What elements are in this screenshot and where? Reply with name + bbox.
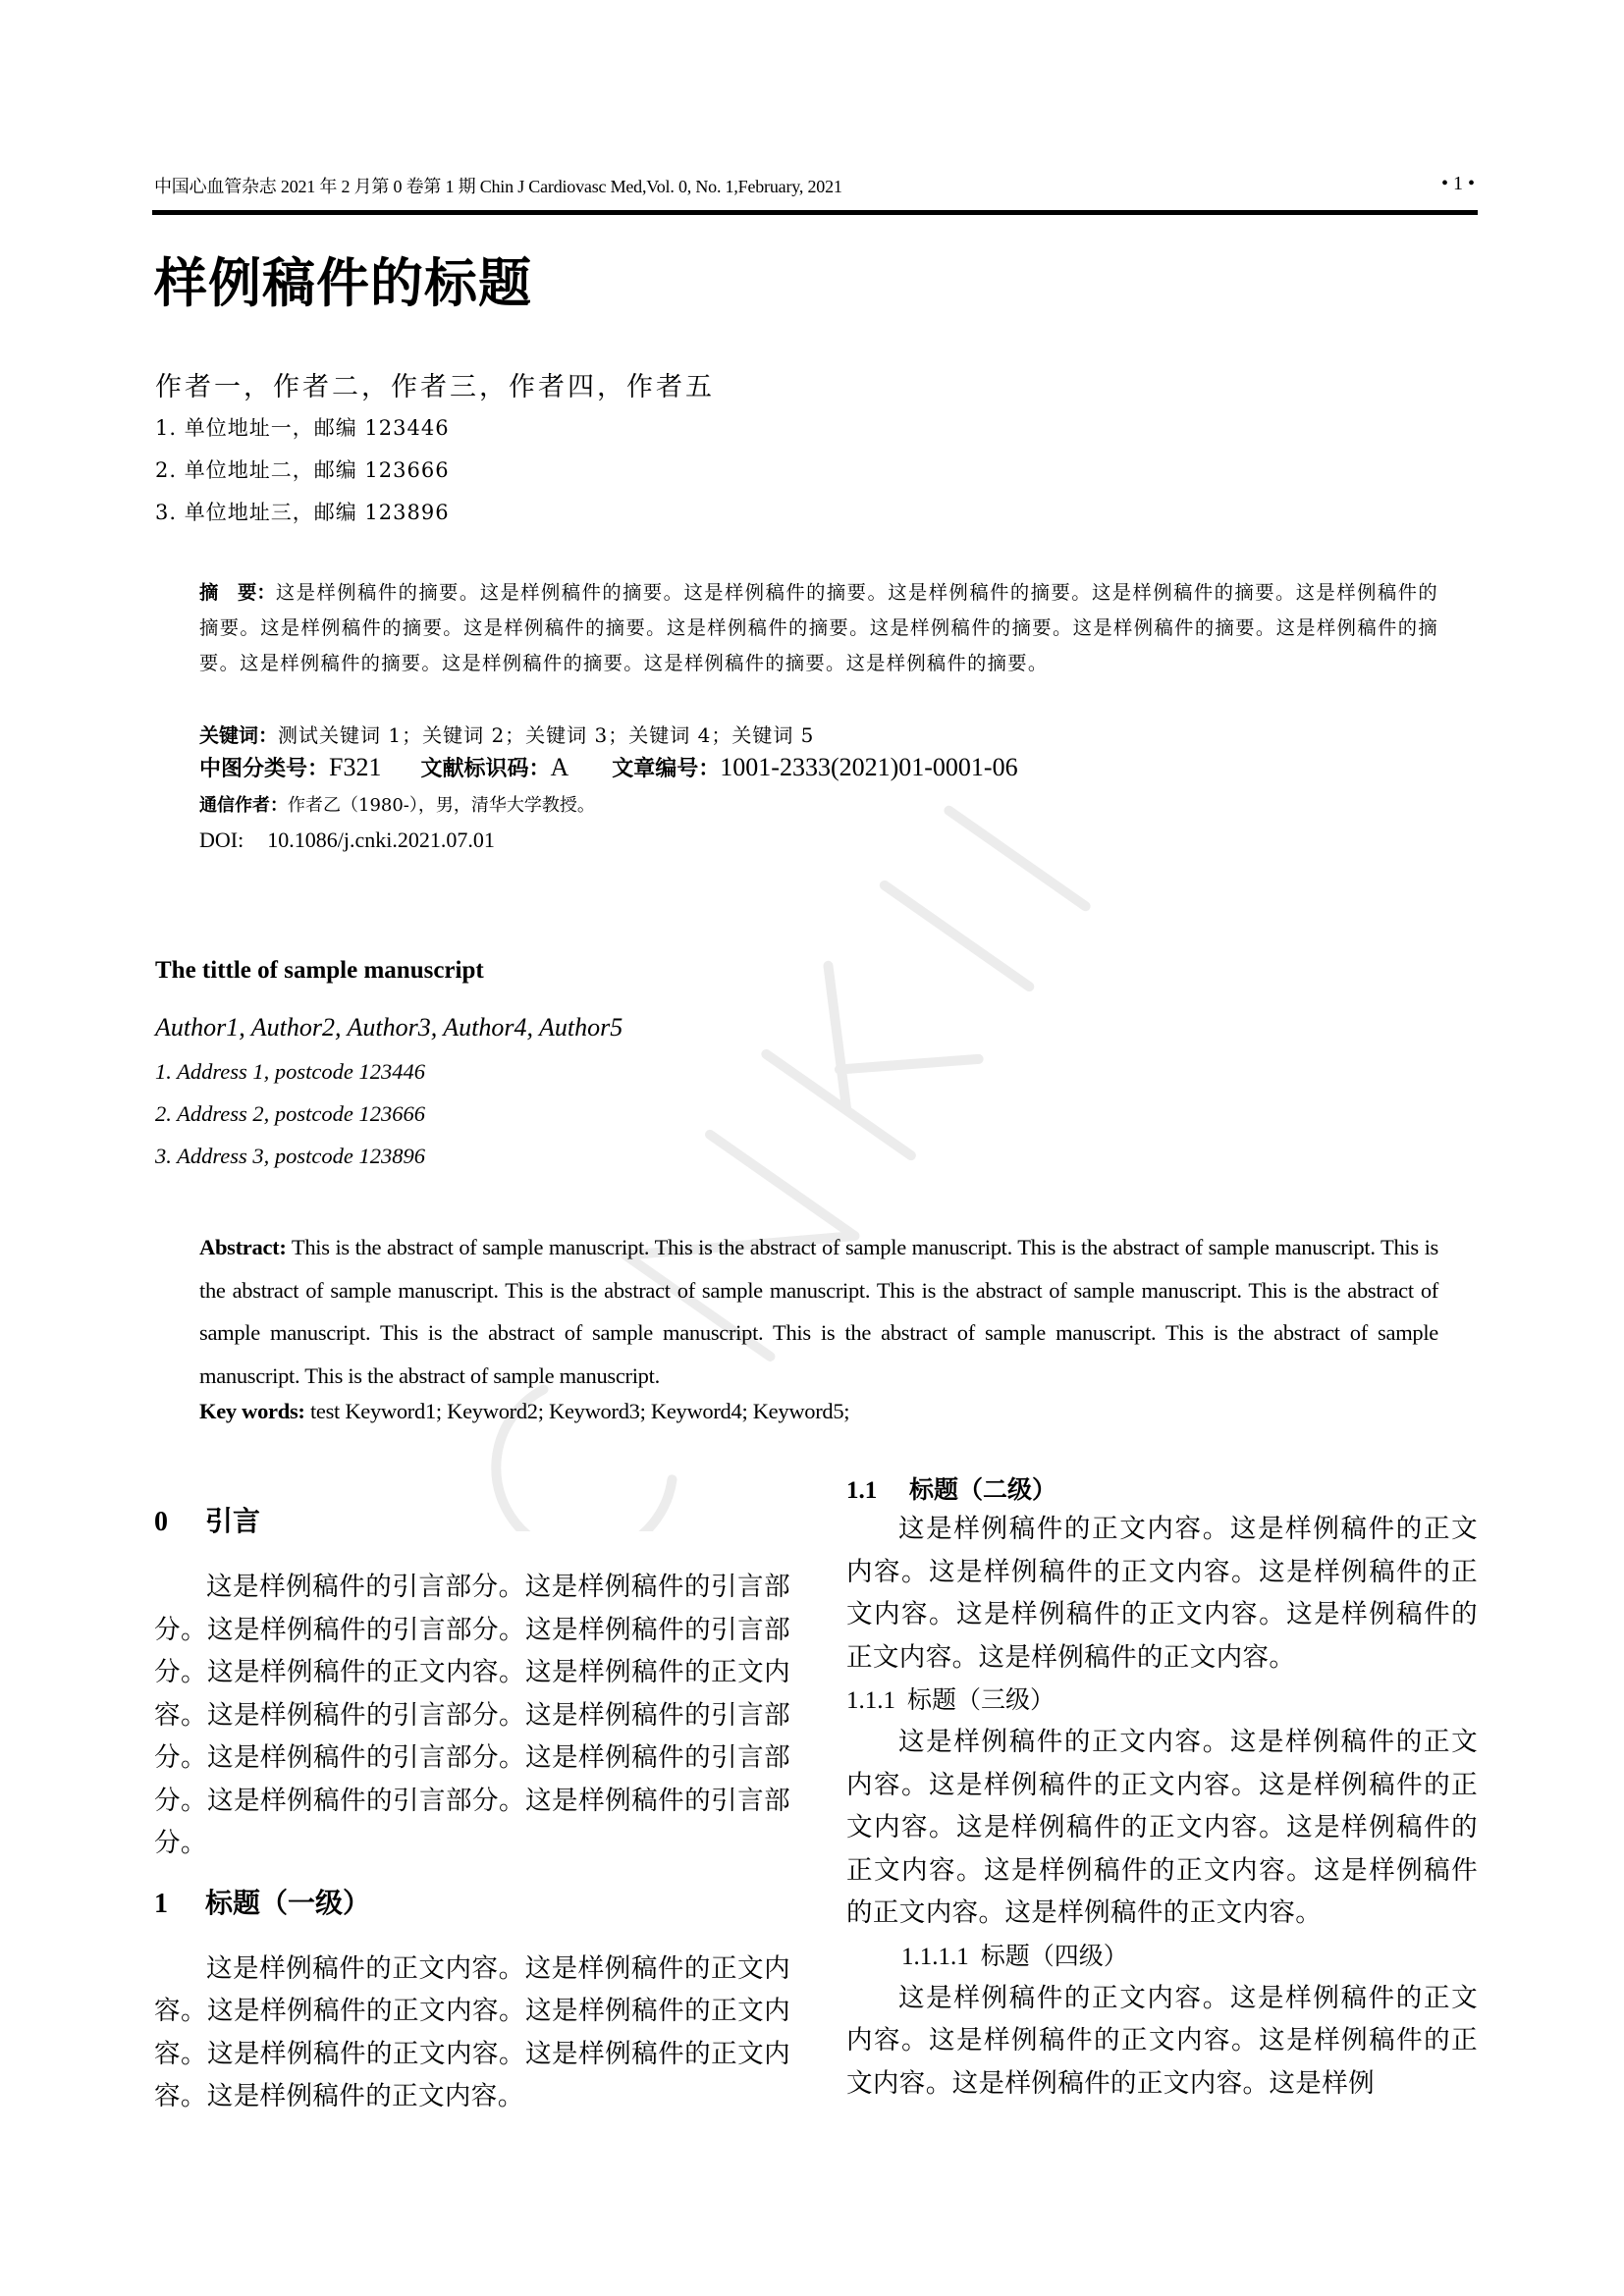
doi-line — [199, 828, 495, 853]
section-title: 标题（二级） — [909, 1475, 1057, 1504]
article-title-en: The tittle of sample manuscript — [155, 957, 484, 984]
section-title: 引言 — [205, 1505, 261, 1537]
section-heading-1-1-1-1 — [846, 1935, 1478, 1977]
corresponding-label: 通信作者： — [199, 795, 288, 816]
section-title: 标题（四级） — [980, 1941, 1128, 1970]
authors-cn: 作者一，作者二，作者三，作者四，作者五 — [155, 372, 715, 402]
address-cn-1: 1. 单位地址一，邮编 123446 — [155, 416, 450, 440]
section-heading-1 — [154, 1879, 790, 1928]
abstract-cn-label: 摘 要： — [199, 581, 276, 604]
keywords-cn — [199, 720, 814, 748]
section-number: 1.1.1 — [846, 1687, 895, 1714]
abstract-en-label: Abstract: — [199, 1235, 287, 1259]
abstract-cn — [199, 575, 1438, 681]
doc-code-label: 文献标识码： — [420, 757, 551, 781]
section-heading-1-1 — [846, 1472, 1478, 1508]
doi-value[interactable]: 10.1086/j.cnki.2021.07.01 — [267, 828, 495, 852]
page-number: • 1 • — [1440, 173, 1475, 194]
paragraph-section-1: 这是样例稿件的正文内容。这是样例稿件的正文内容。这是样例稿件的正文内容。这是样例稿件的正文内容。这是样例稿件的正文内容。这是样例稿件的正文内容。这是样例稿件的正文内容。 — [154, 1952, 790, 2111]
address-en-2: 2. Address 2, postcode 123666 — [155, 1101, 425, 1126]
section-number: 0 — [154, 1507, 168, 1537]
paragraph-section-1-1-1: 这是样例稿件的正文内容。这是样例稿件的正文内容。这是样例稿件的正文内容。这是样例稿件的正文内容。这是样例稿件的正文内容。这是样例稿件的正文内容。这是样例稿件的正文内容。这是样例稿件的正文内容。这是样例稿件的正文内容。 — [846, 1727, 1478, 1928]
clc-label: 中图分类号： — [199, 757, 330, 781]
classification-line — [199, 752, 1018, 782]
abstract-en-text: This is the abstract of sample manuscript. This is the abstract of sample manuscript. This is the abstract of sample manuscript. This is the abstract of sample manuscript. This is the abstract of sample manuscript. This is the abstract of sample manuscript. This is the abstract of sample manuscript. This is the abstract of sample manuscript. This is the abstract of sample manuscript. This is the abstract of sample manuscript. This is the abstract of sample manuscript. — [199, 1235, 1438, 1388]
paragraph-section-1-1-1-1: 这是样例稿件的正文内容。这是样例稿件的正文内容。这是样例稿件的正文内容。这是样例稿件的正文内容。这是样例稿件的正文内容。这是样例 — [846, 1982, 1478, 2099]
keywords-en — [199, 1399, 849, 1424]
abstract-en — [199, 1226, 1438, 1397]
authors-en: Author1, Author2, Author3, Author4, Author5 — [155, 1013, 623, 1041]
paragraph-intro: 这是样例稿件的引言部分。这是样例稿件的引言部分。这是样例稿件的引言部分。这是样例稿件的引言部分。这是样例稿件的正文内容。这是样例稿件的正文内容。这是样例稿件的引言部分。这是样例稿件的引言部分。这是样例稿件的引言部分。这是样例稿件的引言部分。这是样例稿件的引言部分。这是样例稿件的引言部分。 — [154, 1572, 790, 1858]
body-column-right — [846, 1472, 1478, 2105]
keywords-cn-label: 关键词： — [199, 723, 278, 747]
abstract-cn-text: 这是样例稿件的摘要。这是样例稿件的摘要。这是样例稿件的摘要。这是样例稿件的摘要。这是样例稿件的摘要。这是样例稿件的摘要。这是样例稿件的摘要。这是样例稿件的摘要。这是样例稿件的摘要。这是样例稿件的摘要。这是样例稿件的摘要。这是样例稿件的摘要。这是样例稿件的摘要。这是样例稿件的摘要。这是样例稿件的摘要。这是样例稿件的摘要。 — [199, 581, 1439, 674]
keywords-cn-text: 测试关键词 1；关键词 2；关键词 3；关键词 4；关键词 5 — [278, 723, 815, 747]
article-title-cn: 样例稿件的标题 — [154, 252, 532, 314]
doi-label: DOI: — [199, 828, 244, 852]
doc-code-value: A — [550, 753, 569, 781]
article-no-label: 文章编号： — [612, 757, 721, 781]
keywords-en-label: Key words: — [199, 1399, 305, 1423]
section-heading-1-1-1 — [846, 1679, 1478, 1721]
header-rule — [152, 210, 1478, 215]
corresponding-author — [199, 791, 595, 817]
clc-value: F321 — [329, 753, 382, 781]
section-title: 标题（三级） — [907, 1685, 1056, 1714]
address-cn-2: 2. 单位地址二，邮编 123666 — [155, 458, 450, 482]
section-number: 1 — [154, 1888, 168, 1919]
running-head: 中国心血管杂志 2021 年 2 月第 0 卷第 1 期 Chin J Cardiovasc Med,Vol. 0, No. 1,February, 2021 — [154, 177, 842, 196]
body-column-left — [154, 1497, 790, 2118]
address-en-3: 3. Address 3, postcode 123896 — [155, 1144, 425, 1168]
section-number: 1.1 — [846, 1477, 878, 1504]
address-en-1: 1. Address 1, postcode 123446 — [155, 1059, 425, 1084]
keywords-en-text: test Keyword1; Keyword2; Keyword3; Keyword4; Keyword5; — [304, 1399, 850, 1423]
paragraph-section-1-1: 这是样例稿件的正文内容。这是样例稿件的正文内容。这是样例稿件的正文内容。这是样例稿件的正文内容。这是样例稿件的正文内容。这是样例稿件的正文内容。这是样例稿件的正文内容。 — [846, 1514, 1478, 1673]
section-number: 1.1.1.1 — [901, 1943, 969, 1970]
address-cn-3: 3. 单位地址三，邮编 123896 — [155, 501, 450, 524]
article-no-value: 1001-2333(2021)01-0001-06 — [720, 753, 1018, 781]
section-title: 标题（一级） — [205, 1886, 371, 1919]
section-heading-0 — [154, 1497, 790, 1546]
corresponding-text: 作者乙（1980-），男，清华大学教授。 — [288, 795, 595, 816]
